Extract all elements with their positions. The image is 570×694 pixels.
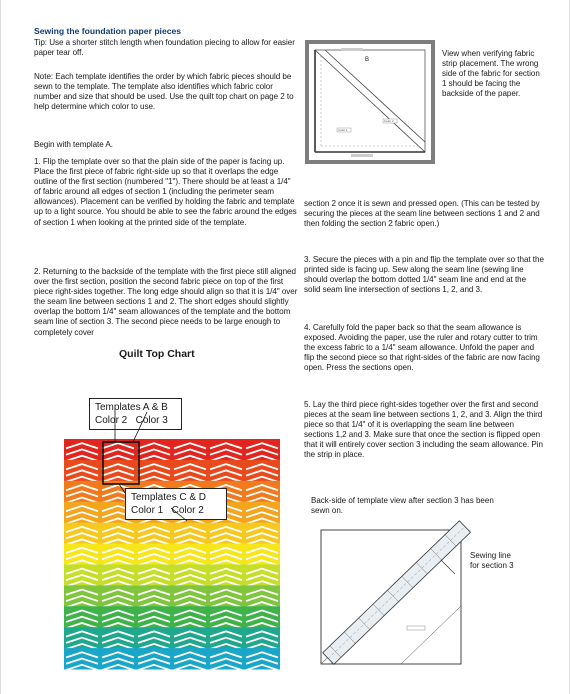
step4-paragraph: 4. Carefully fold the paper back so that the seam allowance is exposed. Avoiding the paper, use the ruler and rotary cutter to trim the excess fabric to a 1/4" seam allowance. Unfold the paper and flip the second piece so that right-sides of the fabric are now facing open. Press the sections open. xyxy=(304,323,540,373)
step5-paragraph: 5. Lay the third piece right-sides together over the first and second pieces at the seam line between sections 1, 2, and 3. Align the third piece so that 1/4" of it is overlapping the seam line between sections 1,2 and 3. Make sure that once the section is flipped open that it will entirely cover section 3 including the seam allowance. Pin the strip in place. xyxy=(304,400,543,460)
bottom-diagram-caption: Back-side of template view after section 3 has been sewn on. xyxy=(311,496,494,516)
diagram-color2-label: Color 2 xyxy=(384,119,394,123)
callout-pointer-lines xyxy=(1,0,570,694)
tip-paragraph: Tip: Use a shorter stitch length when foundation piecing to allow for easier paper tear off. xyxy=(34,38,295,58)
note-paragraph: Note: Each template identifies the order by which fabric pieces should be sewn to the template. The template also identifies which fabric color number and size that should be used. Use the quilt top chart on page 2 to help determine which color to use. xyxy=(34,72,294,112)
callout-ab-title: Templates A & B xyxy=(95,402,168,413)
callout-cd-color1: Color 1 xyxy=(131,505,164,516)
step1-paragraph: 1. Flip the template over so that the plain side of the paper is facing up. Place the first piece of fabric right-side up so that it overlaps the edge outline of the first section (numbered "1"). There should be at least a 1/4" of fabric around all edges of section 1 (including the perimeter seam allowances). Placement can be verified by holding the fabric and template up to a light source. You should be able to see the fabric around the edges of section 1 when looking at the printed side of the template. xyxy=(34,157,297,227)
top-diagram-caption: View when verifying fabric strip placement. The wrong side of the fabric for section 1 should be facing the backside of the paper. xyxy=(442,49,540,99)
sewing-line-label: Sewing line for section 3 xyxy=(470,551,514,571)
step2-continued-paragraph: section 2 once it is sewn and pressed open. (This can be tested by securing the pieces at the seam line between sections 1 and 2 and then folding the section 2 fabric open.) xyxy=(304,199,540,229)
begin-paragraph: Begin with template A. xyxy=(34,140,113,149)
step3-paragraph: 3. Secure the pieces with a pin and flip the template over so that the printed side is facing up. Sew along the seam line (sewing line should overlap the bottom dotted 1/4" seam line and end at the solid seam line intersection of sections 1, 2, and 3. xyxy=(304,255,544,295)
diagram-color1-label: Color 1 xyxy=(338,128,348,132)
section-title: Sewing the foundation paper pieces xyxy=(34,26,182,36)
step2-paragraph: 2. Returning to the backside of the template with the first piece still aligned over the first section, position the second fabric piece on top of the first piece right-sides together. The long edge should align so that it is 1/4" over the seam line between sections 1 and 2. The short edges should slightly overlap the bottom 1/4" seam allowances of the template and the bottom seam line of section 3. The second piece needs to be large enough to completely cover xyxy=(34,267,298,337)
callout-ab-color2: Color 3 xyxy=(135,415,168,426)
diagram-section-label: B xyxy=(365,57,370,63)
callout-ab-color1: Color 2 xyxy=(95,415,128,426)
quilt-chart-title: Quilt Top Chart xyxy=(119,348,195,360)
callout-cd-title: Templates C & D xyxy=(131,492,207,503)
callout-cd-color2: Color 2 xyxy=(171,505,204,516)
